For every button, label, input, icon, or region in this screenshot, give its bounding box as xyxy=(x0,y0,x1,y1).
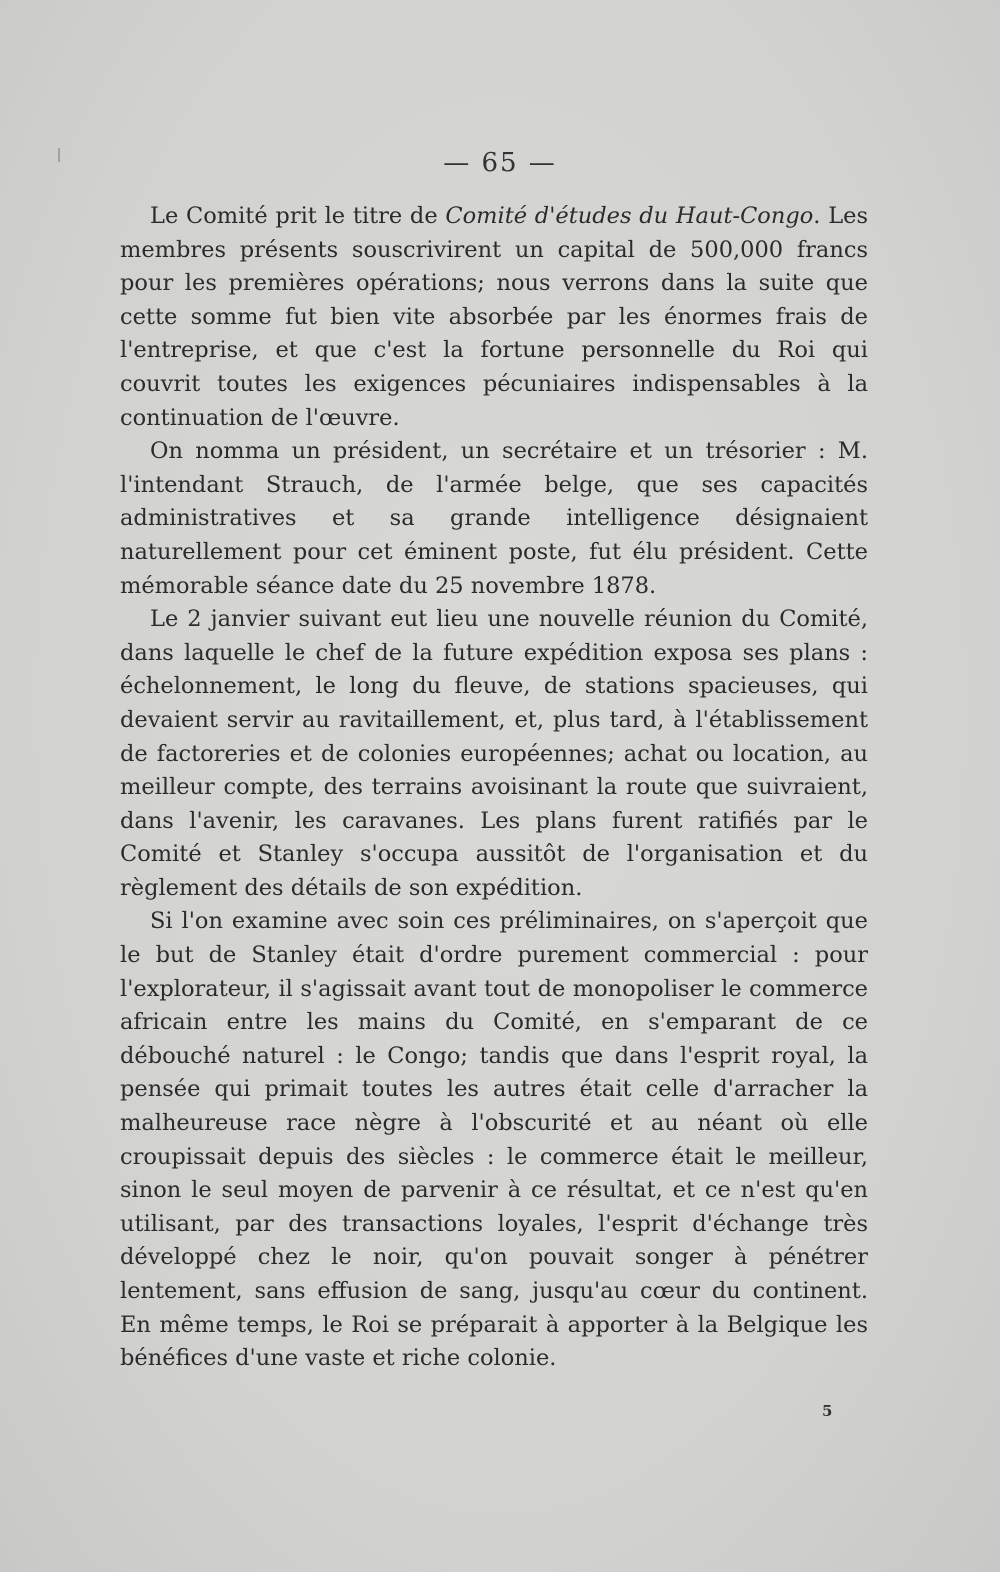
paragraph-1-start: Le Comité prit le titre de xyxy=(150,203,446,229)
committee-title: Comité d'études du Haut-Congo xyxy=(445,203,814,229)
paragraph-4: Si l'on examine avec soin ces préliminaires, on s'aperçoit que le but de Stanley était d'ordre purement commercial : pour l'explorateur, il s'agissait avant tout de monopoliser le commerce africain entre les mains du Comité, en s'emparant de ce débouché naturel : le Congo; tandis que dans l'esprit royal, la pensée qui primait toutes les autres était celle d'arracher la malheureuse race nègre à l'obscurité et au néant où elle croupissait depuis des siècles : le commerce était le meilleur, sinon le seul moyen de parvenir à ce résultat, et ce n'est qu'en utilisant, par des transactions loyales, l'esprit d'échange très développé chez le noir, qu'on pouvait songer à pénétrer lentement, sans effusion de sang, jusqu'au cœur du continent. En même temps, le Roi se préparait à apporter à la Belgique les bénéfices d'une vaste et riche colonie. xyxy=(120,908,868,1372)
paragraph-1-rest: . Les membres présents souscrivirent un capital de 500,000 francs pour les premières opérations; nous verrons dans la suite que cette somme fut bien vite absorbée par les énormes frais de l'entreprise, et que c'est la fortune personnelle du Roi qui couvrit toutes les exigences pécuniaires indispensables à la continuation de l'œuvre. xyxy=(120,203,869,431)
signature-mark: 5 xyxy=(822,1402,833,1420)
paragraph-3: Le 2 janvier suivant eut lieu une nouvelle réunion du Comité, dans laquelle le chef de la future expédition exposa ses plans : échelonnement, le long du fleuve, de stations spacieuses, qui devaient servir au ravitaillement, et, plus tard, à l'établissement de factoreries et de colonies européennes; achat ou location, au meilleur compte, des terrains avoisinant la route que suivraient, dans l'avenir, les caravanes. Les plans furent ratifiés par le Comité et Stanley s'occupa aussitôt de l'organisation et du règlement des détails de son expédition. xyxy=(120,606,868,901)
paragraph-1 xyxy=(120,200,868,435)
paragraph-2: On nomma un président, un secrétaire et un trésorier : M. l'intendant Strauch, de l'armée belge, que ses capacités administratives et sa grande intelligence désignaient naturellement pour cet éminent poste, fut élu président. Cette mémorable séance date du 25 novembre 1878. xyxy=(120,438,868,599)
page-number: — 65 — xyxy=(443,148,557,178)
body-text xyxy=(120,200,868,1376)
